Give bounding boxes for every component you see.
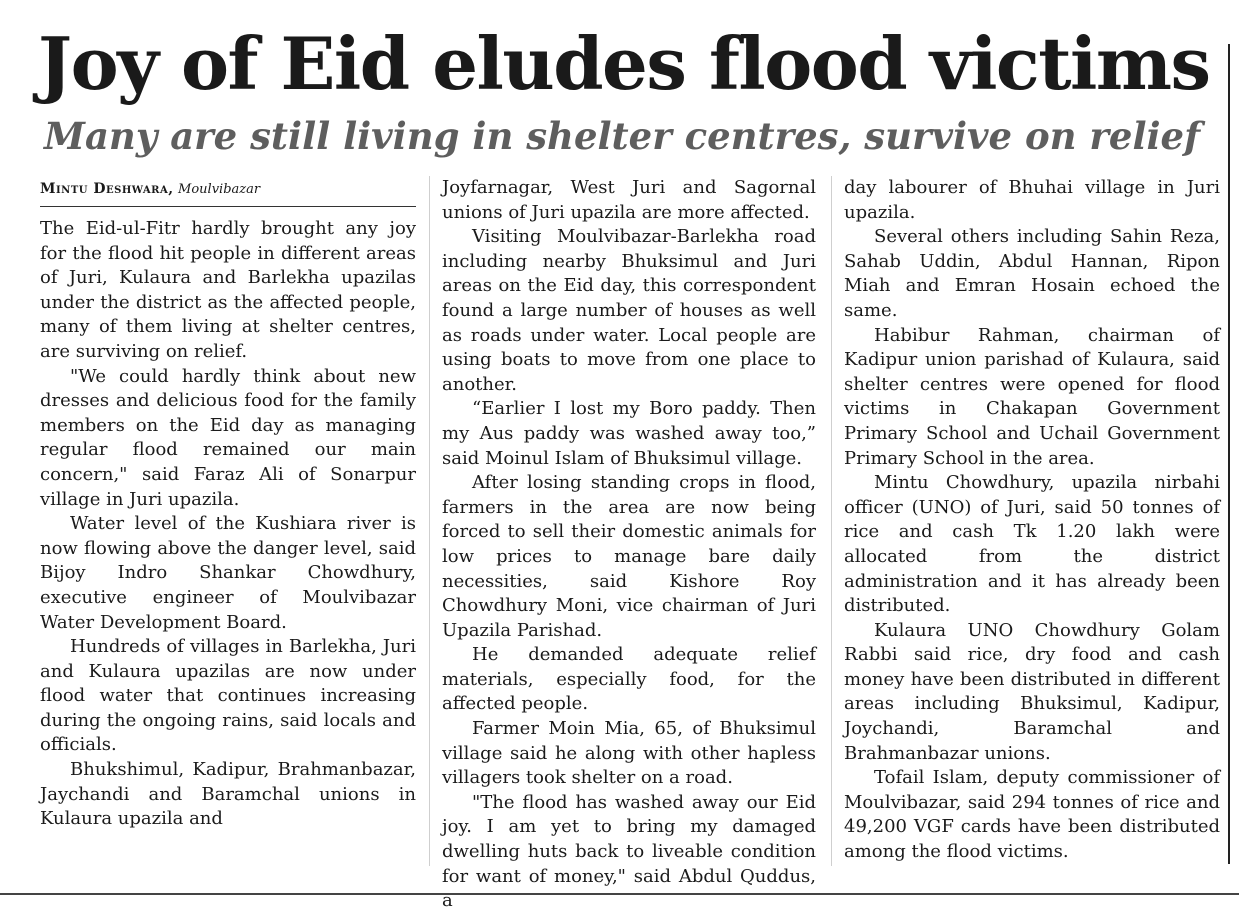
paragraph: Kulaura UNO Chowdhury Golam Rabbi said rice, dry food and cash money have been distributed in different areas including Bhuksimul, Kadipur, Joychandi, Baramchal and Brahmanbazar unions.	[844, 619, 1220, 764]
byline-location: Moulvibazar	[178, 182, 261, 197]
paragraph: Habibur Rahman, chairman of Kadipur union parishad of Kulaura, said shelter centres were opened for flood victims in Chakapan Government Primary School and Uchail Government Primary School in the area.	[844, 324, 1220, 469]
paragraph: Hundreds of villages in Barlekha, Juri and Kulaura upazilas are now under flood water that continues increasing during the ongoing rains, said locals and officials.	[40, 636, 416, 756]
paragraph: Mintu Chowdhury, upazila nirbahi officer (UNO) of Juri, said 50 tonnes of rice and cash Tk 1.20 lakh were allocated from the district administration and it has already been distributed.	[844, 472, 1220, 617]
paragraph: Water level of the Kushiara river is now flowing above the danger level, said Bijoy Indro Shankar Chowdhury, executive engineer of Moulvibazar Water Development Board.	[40, 513, 416, 633]
paragraph: Several others including Sahin Reza, Sahab Uddin, Abdul Hannan, Ripon Miah and Emran Hosain echoed the same.	[844, 226, 1220, 321]
paragraph: Visiting Moulvibazar-Barlekha road including nearby Bhuksimul and Juri areas on the Eid day, this correspondent found a large number of houses as well as roads under water. Local people are using boats to move from one place to another.	[442, 226, 816, 395]
paragraph: day labourer of Bhuhai village in Juri upazila.	[844, 177, 1220, 223]
page-border-right	[1228, 44, 1230, 864]
subheadline: Many are still living in shelter centres, survive on relief	[44, 114, 1201, 158]
article-column-1	[40, 176, 416, 832]
paragraph: He demanded adequate relief materials, especially food, for the affected people.	[442, 644, 816, 715]
paragraph: “Earlier I lost my Boro paddy. Then my Aus paddy was washed away too,” said Moinul Islam of Bhuksimul village.	[442, 398, 816, 469]
byline-author: Mintu Deshwara,	[40, 181, 174, 197]
paragraph: Joyfarnagar, West Juri and Sagornal unions of Juri upazila are more affected.	[442, 177, 816, 223]
paragraph: Farmer Moin Mia, 65, of Bhuksimul village said he along with other hapless villagers took shelter on a road.	[442, 718, 816, 789]
paragraph: After losing standing crops in flood, farmers in the area are now being forced to sell their domestic animals for low prices to manage bare daily necessities, said Kishore Roy Chowdhury Moni, vice chairman of Juri Upazila Parishad.	[442, 472, 816, 641]
article-column-2	[442, 176, 816, 914]
paragraph: "We could hardly think about new dresses and delicious food for the family members on the Eid day as managing regular flood remained our main concern," said Faraz Ali of Sonarpur village in Juri upazila.	[40, 365, 416, 510]
column-divider	[429, 176, 430, 866]
paragraph: Tofail Islam, deputy commissioner of Moulvibazar, said 294 tonnes of rice and 49,200 VGF cards have been distributed among the flood victims.	[844, 767, 1220, 863]
article-column-3	[844, 176, 1220, 865]
paragraph: Bhukshimul, Kadipur, Brahmanbazar, Jaychandi and Baramchal unions in Kulaura upazila and	[40, 759, 416, 830]
paragraph: The Eid-ul-Fitr hardly brought any joy for the flood hit people in different areas of Juri, Kulaura and Barlekha upazilas under the district as the affected people, many of them living at shelter centres, are surviving on relief.	[40, 218, 416, 362]
byline	[40, 176, 416, 207]
paragraph: "The flood has washed away our Eid joy. I am yet to bring my damaged dwelling huts back to liveable condition for want of money," said Abdul Quddus, a	[442, 791, 816, 912]
column-divider	[831, 176, 832, 866]
headline: Joy of Eid eludes flood victims	[38, 21, 1210, 106]
